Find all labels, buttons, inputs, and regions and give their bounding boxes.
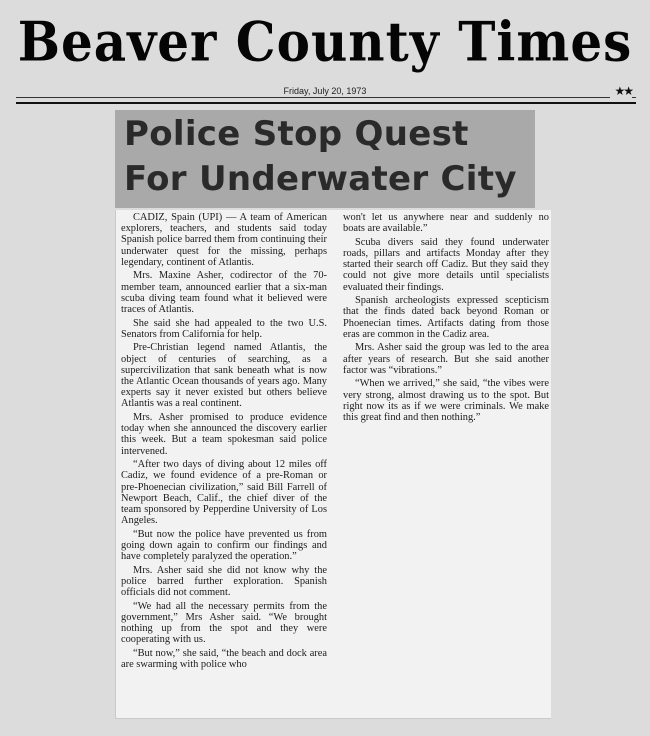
headline-line-2: For Underwater City <box>124 159 517 199</box>
paragraph: “After two days of diving about 12 miles off Cadiz, we found evidence of a pre-Roman or pre-Phoenecian civilization,” said Bill Farrell of Newport Beach, Calif., the chief diver of the team sponsored by Pepperdine University of Los Angeles. <box>121 459 327 527</box>
headline-line-1: Police Stop Quest <box>124 114 469 154</box>
article-headline <box>124 112 534 202</box>
paragraph: Spanish archeologists expressed scepticism that the finds dated back beyond Roman or Phoenecian times. Artifacts dating from those eras are common in the Cadiz area. <box>343 295 549 340</box>
edition-stars: ★★ <box>610 84 632 98</box>
article-column-1 <box>121 212 327 673</box>
paragraph: Pre-Christian legend named Atlantis, the object of centuries of searching, as a supercivilization that sank beneath what is now the Atlantic Ocean thousands of years ago. Many experts say it never existed but others believe Atlantis was a real continent. <box>121 342 327 410</box>
paragraph: CADIZ, Spain (UPI) — A team of American explorers, teachers, and students said today Spanish police barred them from continuing their underwater quest for the missing, perhaps legendary, continent of Atlantis. <box>121 212 327 268</box>
dateline <box>0 86 650 96</box>
masthead-rule-top <box>16 97 636 98</box>
paragraph: “But now the police have prevented us from going down again to confirm our findings and have completely paralyzed the operation.” <box>121 528 327 563</box>
dateline-text: Friday, July 20, 1973 <box>278 86 373 96</box>
paragraph: “But now,” she said, “the beach and dock area are swarming with police who <box>121 648 327 671</box>
paragraph: won't let us anywhere near and suddenly no boats are available.” <box>343 212 549 235</box>
newspaper-masthead: Beaver County Times <box>17 9 633 74</box>
paragraph: Scuba divers said they found underwater roads, pillars and artifacts Monday after they started their search off Cadiz. But they said they could not give more details until specialists evaluated their findings. <box>343 236 549 293</box>
paragraph: Mrs. Asher promised to produce evidence today when she announced the discovery earlier this week. But a team spokesman said police intervened. <box>121 412 327 457</box>
paragraph: Mrs. Asher said she did not know why the police barred further exploration. Spanish officials did not comment. <box>121 564 327 599</box>
paragraph: She said she had appealed to the two U.S. Senators from California for help. <box>121 317 327 340</box>
masthead-rule-bottom <box>16 102 636 104</box>
paragraph: Mrs. Asher said the group was led to the area after years of research. But she said another factor was “vibrations.” <box>343 342 549 376</box>
paragraph: “We had all the necessary permits from the government,” Mrs Asher said. “We brought nothing up from the spot and they were cooperating with us. <box>121 600 327 646</box>
article-column-2 <box>343 212 549 426</box>
article-body <box>115 210 551 719</box>
paragraph: “When we arrived,” she said, “the vibes were very strong, almost drawing us to the spot. But right now its as if we were criminals. We make this great find and then nothing.” <box>343 378 549 424</box>
paragraph: Mrs. Maxine Asher, codirector of the 70-member team, announced earlier that a six-man scuba diving team found what it believed were traces of Atlantis. <box>121 270 327 316</box>
